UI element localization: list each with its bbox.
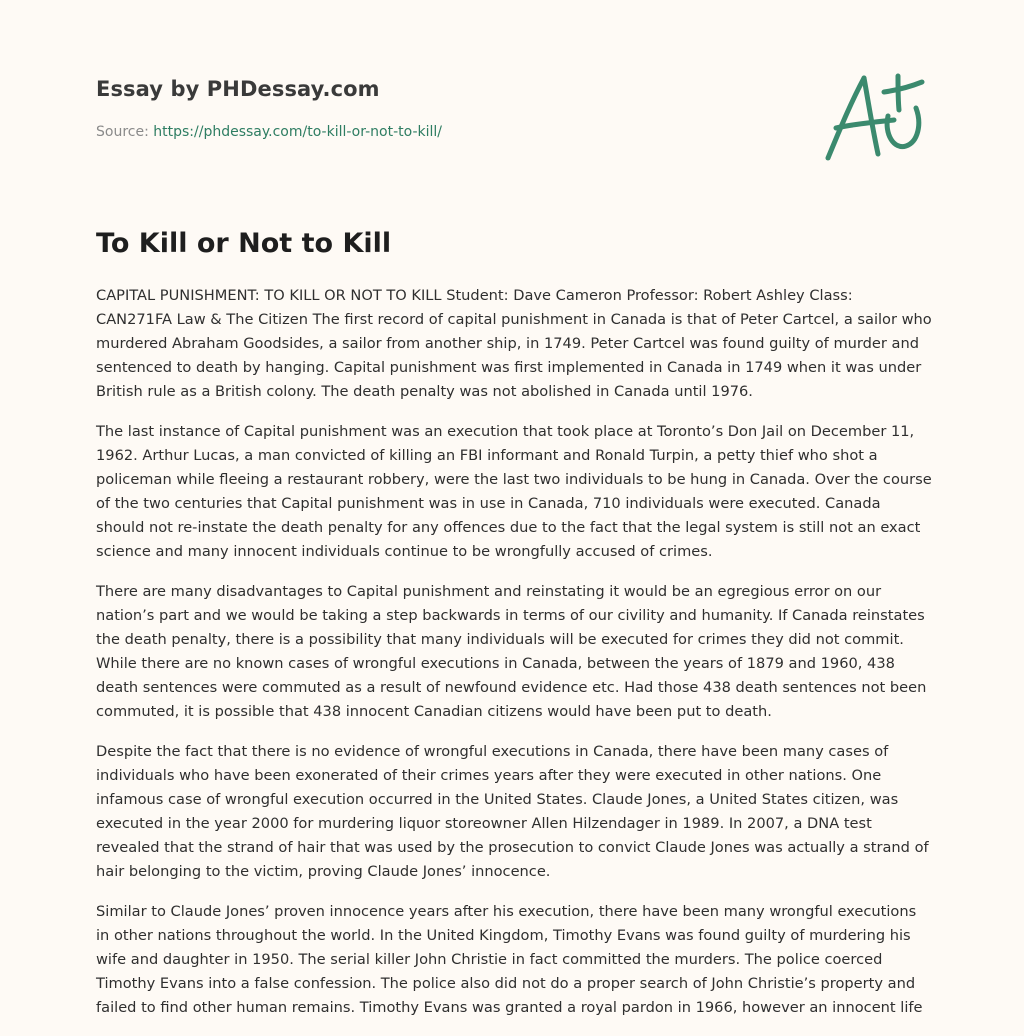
- essay-paragraph: CAPITAL PUNISHMENT: TO KILL OR NOT TO KILL Student: Dave Cameron Professor: Robert Ashley Class: CAN271FA Law & The Citizen The first record of capital punishment in Canada is that of Peter Cartcel, a sailor who murdered Abraham Goodsides, a sailor from another ship, in 1749. Peter Cartcel was found guilty of murder and sentenced to death by hanging. Capital punishment was first implemented in Canada in 1749 when it was under British rule as a British colony. The death penalty was not abolished in Canada until 1976.: [96, 287, 932, 400]
- source-line: [96, 122, 736, 142]
- essay-body: [96, 284, 932, 1036]
- essay-paragraph: Similar to Claude Jones’ proven innocence years after his execution, there have been many wrongful executions in other nations throughout the world. In the United Kingdom, Timothy Evans was found guilty of murdering his wife and daughter in 1950. The serial killer John Christie in fact committed the murders. The police coerced Timothy Evans into a false confession. The police also did not do a proper search of John Christie’s property and failed to find other human remains. Timothy Evans was granted a royal pardon in 1966, however an innocent life: [96, 903, 923, 1016]
- source-link[interactable]: https://phdessay.com/to-kill-or-not-to-kill/: [153, 124, 443, 140]
- source-label: Source:: [96, 124, 149, 140]
- essay-paragraph: The last instance of Capital punishment was an execution that took place at Toronto’s Don Jail on December 11, 1962. Arthur Lucas, a man convicted of killing an FBI informant and Ronald Turpin, a petty thief who shot a policeman while fleeing a restaurant robbery, were the last two individuals to be hung in Canada. Over the course of the two centuries that Capital punishment was in use in Canada, 710 individuals were executed. Canada should not re-instate the death penalty for any offences due to the fact that the legal system is still not an exact science and many innocent individuals continue to be wrongfully accused of crimes.: [96, 423, 932, 560]
- essay-paragraph: There are many disadvantages to Capital punishment and reinstating it would be an egregious error on our nation’s part and we would be taking a step backwards in terms of our civility and humanity. If Canada reinstates the death penalty, there is a possibility that many individuals will be executed for crimes they did not commit. While there are no known cases of wrongful executions in Canada, between the years of 1879 and 1960, 438 death sentences were commuted as a result of newfound evidence etc. Had those 438 death sentences not been commuted, it is possible that 438 innocent Canadian citizens would have been put to death.: [96, 583, 927, 720]
- essay-title: To Kill or Not to Kill: [96, 228, 392, 259]
- a-plus-grade-icon: [818, 64, 930, 168]
- essay-paragraph: Despite the fact that there is no evidence of wrongful executions in Canada, there have been many cases of individuals who have been exonerated of their crimes years after they were executed in other nations. One infamous case of wrongful execution occurred in the United States. Claude Jones, a United States citizen, was executed in the year 2000 for murdering liquor storeowner Allen Hilzendager in 1989. In 2007, a DNA test revealed that the strand of hair that was used by the prosecution to convict Claude Jones was actually a strand of hair belonging to the victim, proving Claude Jones’ innocence.: [96, 743, 929, 880]
- site-brand: Essay by PHDessay.com: [96, 77, 380, 101]
- essay-header: [96, 74, 736, 142]
